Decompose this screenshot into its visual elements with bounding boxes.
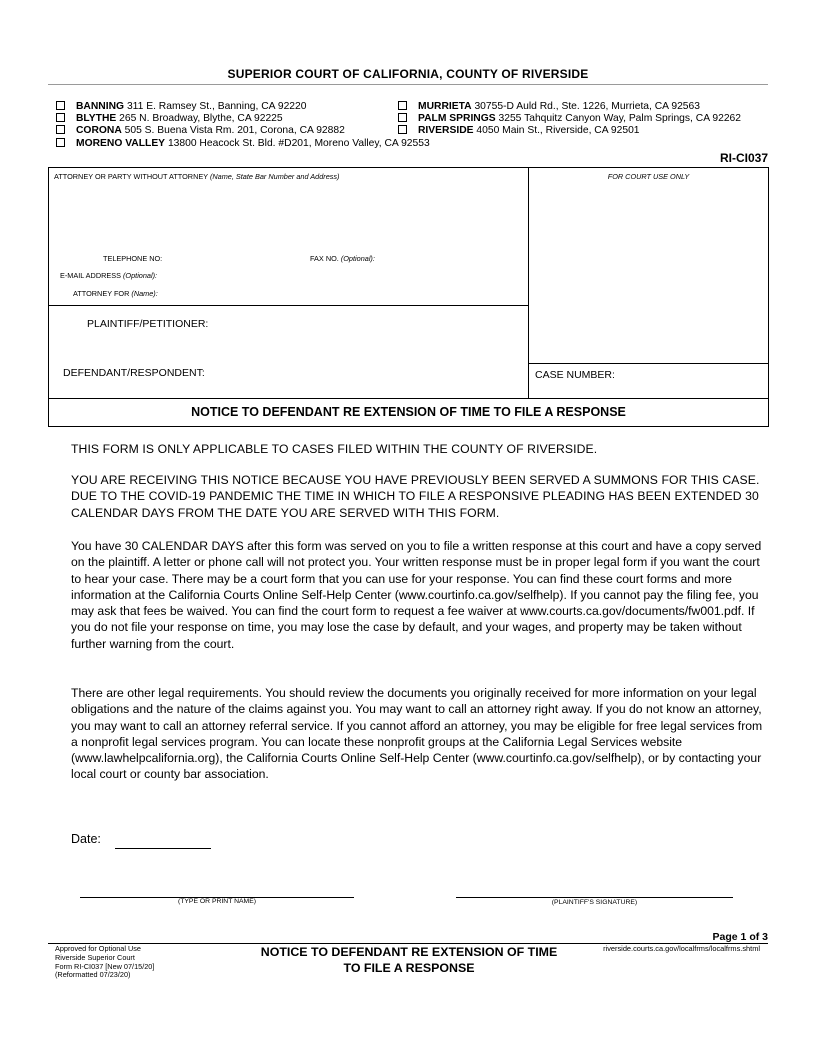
location-address: 311 E. Ramsey St., Banning, CA 92220 <box>126 101 307 112</box>
location-blythe[interactable] <box>56 113 283 125</box>
location-murrieta[interactable] <box>398 101 700 113</box>
location-riverside[interactable] <box>398 125 640 137</box>
defendant-label: DEFENDANT/RESPONDENT: <box>63 367 205 379</box>
location-moreno-valley[interactable] <box>56 138 430 150</box>
case-number-label: CASE NUMBER: <box>535 369 615 381</box>
location-address: 30755-D Auld Rd., Ste. 1226, Murrieta, CA 92563 <box>474 101 700 112</box>
attorney-label <box>54 172 339 181</box>
checkbox[interactable] <box>398 101 407 110</box>
date-field[interactable] <box>115 848 211 849</box>
location-address: 13800 Heacock St. Bld. #D201, Moreno Valley, CA 92553 <box>167 138 430 149</box>
court-use-box <box>528 167 769 364</box>
location-palm-springs[interactable] <box>398 113 741 125</box>
location-banning[interactable] <box>56 101 306 113</box>
location-name: RIVERSIDE <box>418 125 474 136</box>
attorney-for-hint: (Name): <box>131 289 158 298</box>
footer-title-line: TO FILE A RESPONSE <box>343 961 475 975</box>
plaintiff-label: PLAINTIFF/PETITIONER: <box>87 318 209 330</box>
location-address: 3255 Tahquitz Canyon Way, Palm Springs, CA 92262 <box>498 113 741 124</box>
location-name: MORENO VALLEY <box>76 138 166 149</box>
attorney-label-text: ATTORNEY OR PARTY WITHOUT ATTORNEY <box>54 172 208 181</box>
header-divider <box>48 84 768 85</box>
checkbox[interactable] <box>56 125 65 134</box>
location-address: 4050 Main St., Riverside, CA 92501 <box>476 125 640 136</box>
checkbox[interactable] <box>398 125 407 134</box>
date-label: Date: <box>71 832 101 846</box>
footer-line: Approved for Optional Use <box>55 944 141 953</box>
checkbox[interactable] <box>56 101 65 110</box>
checkbox[interactable] <box>56 113 65 122</box>
email-hint: (Optional): <box>123 271 158 280</box>
checkbox[interactable] <box>56 138 65 147</box>
location-name: MURRIETA <box>418 101 472 112</box>
paragraph-response-time: You have 30 CALENDAR DAYS after this form was served on you to file a written response at this court and have a copy served on the plaintiff. A letter or phone call will not protect you. Your written response must be in proper legal form if you want the court to hear your case. There may be a court form that you can use for your response. You can find these court forms and more information at the California Courts Online Self-Help Center (www.courtinfo.ca.gov/selfhelp). If you cannot pay the filing fee, you may ask that fees be waived. You can find the court form to request a fee waiver at www.courts.ca.gov/documents/fw001.pdf. If you do not file your response on time, you may lose the case by default, and your wages, and property may be taken without further warning from the court. <box>71 539 762 651</box>
page-number: Page 1 of 3 <box>712 931 768 943</box>
footer-form-info <box>55 945 154 980</box>
notice-title: NOTICE TO DEFENDANT RE EXTENSION OF TIME TO FILE A RESPONSE <box>191 405 626 419</box>
paragraph-applicability: THIS FORM IS ONLY APPLICABLE TO CASES FILED WITHIN THE COUNTY OF RIVERSIDE. <box>71 442 598 456</box>
paragraph-legal-requirements: There are other legal requirements. You should review the documents you originally received for more information on your legal obligations and the nature of the claims against you. You may want to call an attorney right away. If you do not know an attorney, you may want to call an attorney referral service. If you cannot afford an attorney, you may be eligible for free legal services from a nonprofit legal services program. You can locate these nonprofit groups at the California Legal Services website (www.lawhelpcalifornia.org), the California Courts Online Self-Help Center (www.courtinfo.ca.gov/selfhelp), or by contacting your local court or county bar association. <box>71 686 763 782</box>
footer-line: (Reformatted 07/23/20) <box>55 970 131 980</box>
fax-hint: (Optional): <box>340 254 375 263</box>
location-name: PALM SPRINGS <box>418 113 496 124</box>
footer-line: Riverside Superior Court <box>55 952 135 962</box>
location-address: 265 N. Broadway, Blythe, CA 92225 <box>119 113 283 124</box>
print-name-caption: (TYPE OR PRINT NAME) <box>177 898 257 905</box>
location-name: CORONA <box>76 125 122 136</box>
location-name: BLYTHE <box>76 113 117 124</box>
email-label <box>60 271 157 280</box>
footer-title-line: NOTICE TO DEFENDANT RE EXTENSION OF TIME <box>260 945 558 959</box>
signature-line[interactable] <box>456 897 733 898</box>
attorney-hint: (Name, State Bar Number and Address) <box>209 172 340 181</box>
location-name: BANNING <box>76 101 125 112</box>
paragraph-reason: YOU ARE RECEIVING THIS NOTICE BECAUSE YOU HAVE PREVIOUSLY BEEN SERVED A SUMMONS FOR THIS CASE. DUE TO THE COVID-19 PANDEMIC THE TIME IN WHICH TO FILE A RESPONSIVE PLEADING HAS BEEN EXTENDED 30 CALENDAR DAYS FROM THE DATE YOU ARE SERVED WITH THIS FORM. <box>71 473 760 520</box>
footer-line: Form RI-CI037 [New 07/15/20] <box>55 961 155 971</box>
footer-title <box>228 944 590 976</box>
fax-label-text: FAX NO. <box>310 254 339 263</box>
email-label-text: E-MAIL ADDRESS <box>60 271 121 280</box>
court-use-label: FOR COURT USE ONLY <box>607 172 690 181</box>
attorney-for-label <box>73 289 158 298</box>
fax-label <box>310 254 375 263</box>
location-address: 505 S. Buena Vista Rm. 201, Corona, CA 92882 <box>124 125 345 136</box>
signature-caption: (PLAINTIFF'S SIGNATURE) <box>551 899 638 906</box>
attorney-for-text: ATTORNEY FOR <box>73 289 130 298</box>
checkbox[interactable] <box>398 113 407 122</box>
footer-url[interactable]: riverside.courts.ca.gov/localfrms/localfrms.shtml <box>603 944 760 953</box>
attorney-box[interactable] <box>48 167 529 306</box>
telephone-label: TELEPHONE NO: <box>103 254 163 263</box>
location-corona[interactable] <box>56 125 345 137</box>
form-id: RI-CI037 <box>719 151 768 165</box>
court-title: SUPERIOR COURT OF CALIFORNIA, COUNTY OF RIVERSIDE <box>227 67 589 81</box>
